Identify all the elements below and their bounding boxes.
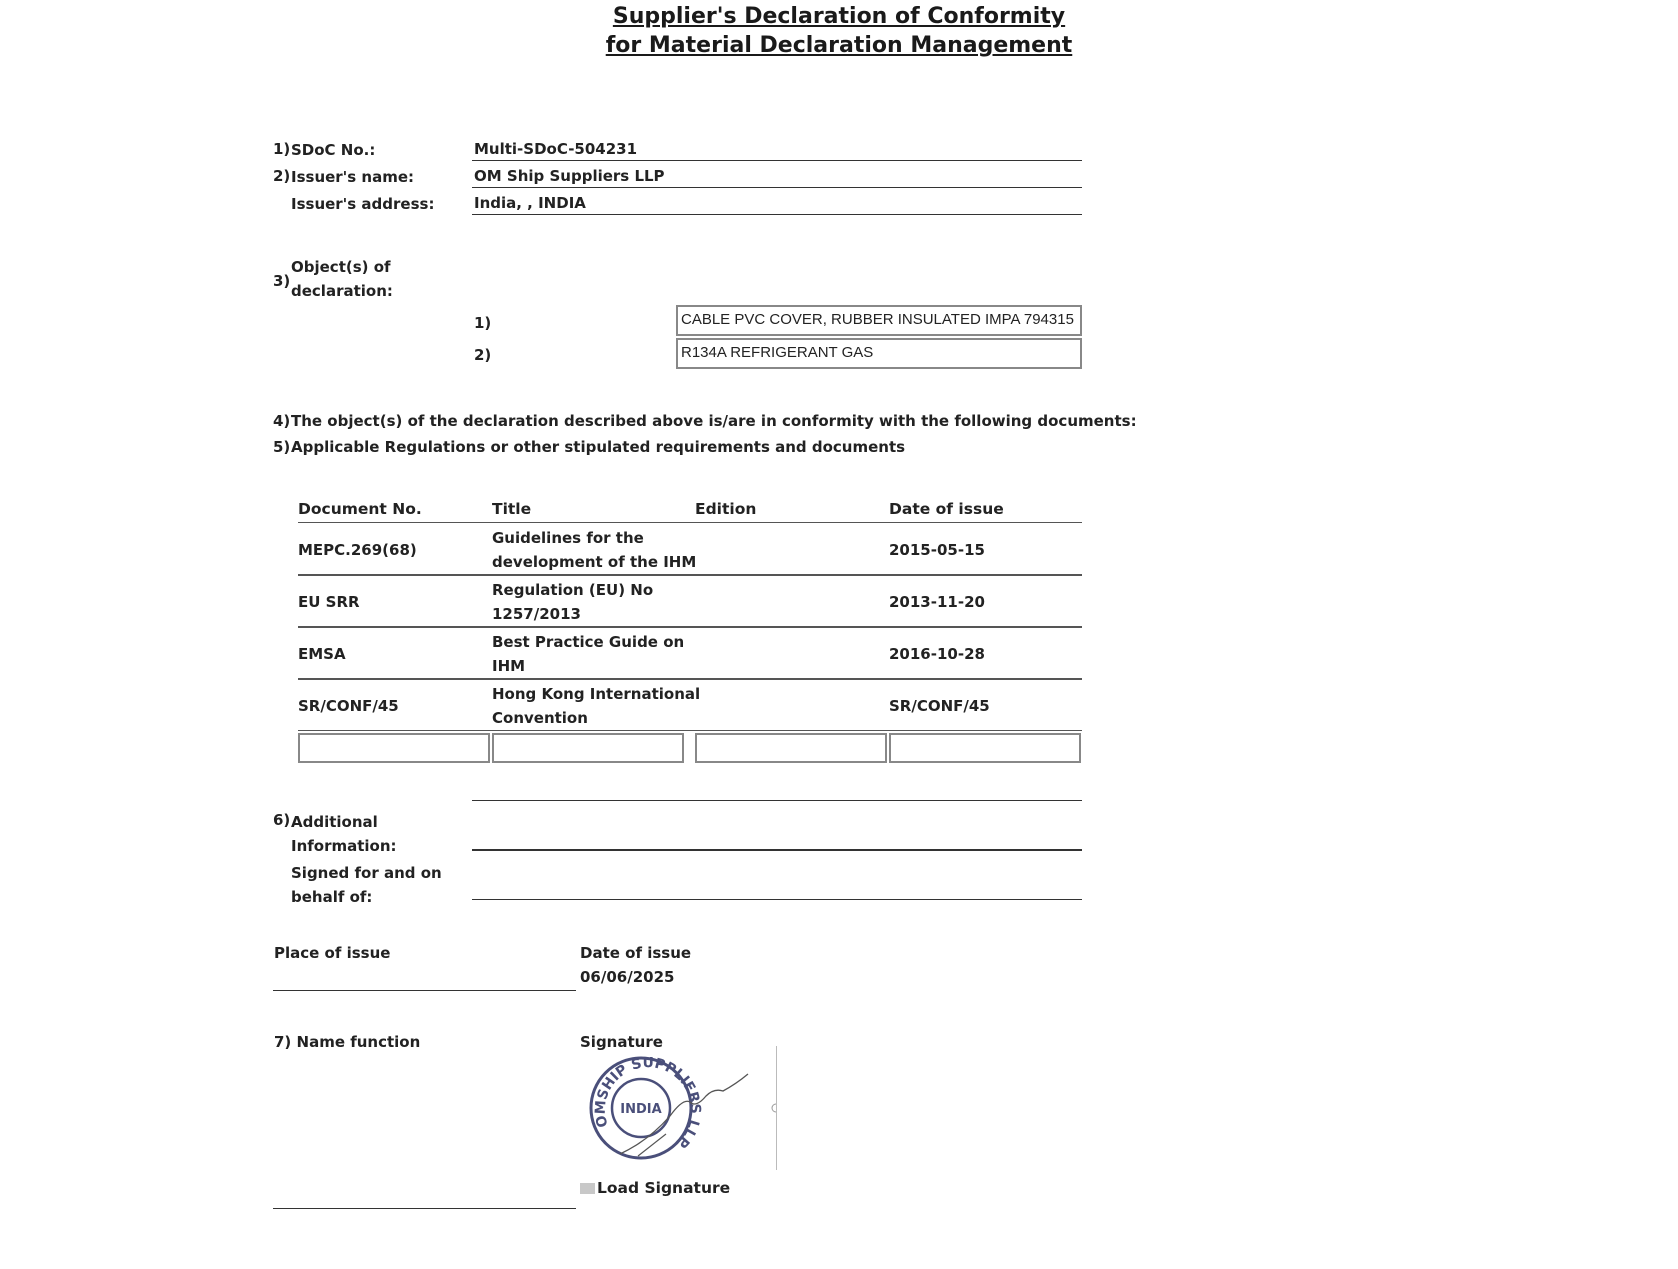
- issuer-address-value[interactable]: India, , INDIA: [474, 194, 586, 212]
- new-edition-input[interactable]: [695, 733, 887, 763]
- issuer-name-value[interactable]: OM Ship Suppliers LLP: [474, 167, 665, 185]
- table-divider: [298, 522, 1082, 523]
- table-row: [298, 524, 1082, 576]
- cell-document-no: EU SRR: [298, 593, 360, 611]
- place-of-issue-line: [273, 990, 576, 991]
- column-header-date: Date of issue: [889, 500, 1004, 518]
- object-item-input[interactable]: CABLE PVC COVER, RUBBER INSULATED IMPA 794315: [676, 305, 1082, 336]
- field-number: 3): [273, 272, 291, 290]
- cell-title: Convention: [492, 709, 588, 727]
- cell-title: 1257/2013: [492, 605, 581, 623]
- documents-table: [298, 498, 1084, 763]
- load-signature-label: Load Signature: [597, 1179, 731, 1197]
- stamp-inner-text: INDIA: [620, 1102, 662, 1117]
- table-divider: [298, 730, 1082, 731]
- cell-document-no: EMSA: [298, 645, 346, 663]
- name-function-label: 7) Name function: [274, 1033, 421, 1051]
- cell-date: 2013-11-20: [889, 593, 985, 611]
- conformity-statement: The object(s) of the declaration described above is/are in conformity with the following documents:: [291, 412, 1137, 430]
- additional-info-line[interactable]: [472, 849, 1082, 851]
- signed-on-behalf-line[interactable]: [472, 899, 1082, 900]
- load-signature-button[interactable]: [580, 1179, 730, 1197]
- issuer-name-label: Issuer's name:: [291, 168, 415, 186]
- company-stamp-icon: [578, 1046, 776, 1170]
- issuer-name-underline: [472, 187, 1082, 188]
- cell-title: Best Practice Guide on: [492, 633, 685, 651]
- issuer-address-underline: [472, 214, 1082, 215]
- cell-title: Regulation (EU) No: [492, 581, 654, 599]
- additional-info-label-line1: Additional: [291, 813, 378, 831]
- objects-label-line1: Object(s) of: [291, 258, 391, 276]
- date-of-issue-value[interactable]: 06/06/2025: [580, 968, 675, 986]
- sdoc-underline: [472, 160, 1082, 161]
- object-item-number: 2): [474, 346, 492, 364]
- new-document-no-input[interactable]: [298, 733, 490, 763]
- field-number: 5): [273, 438, 291, 456]
- cell-title: IHM: [492, 657, 526, 675]
- signed-on-behalf-label-line1: Signed for and on: [291, 864, 442, 882]
- table-row: [298, 576, 1082, 628]
- cell-document-no: MEPC.269(68): [298, 541, 417, 559]
- signed-on-behalf-label-line2: behalf of:: [291, 888, 373, 906]
- page-title-line1: Supplier's Declaration of Conformity: [612, 4, 1066, 29]
- objects-label-line2: declaration:: [291, 282, 393, 300]
- signature-image: [578, 1046, 777, 1170]
- load-signature-checkbox[interactable]: [580, 1183, 595, 1194]
- field-number: 2): [273, 167, 291, 185]
- stamp-outer-text: OMSHIP SUPPLIERS LLP: [592, 1055, 704, 1151]
- cell-title: Hong Kong International: [492, 685, 701, 703]
- field-number: 1): [273, 140, 291, 158]
- object-item-input[interactable]: R134A REFRIGERANT GAS: [676, 338, 1082, 369]
- cell-date: 2015-05-15: [889, 541, 985, 559]
- column-header-title: Title: [492, 500, 532, 518]
- name-function-line: [273, 1208, 576, 1209]
- new-date-input[interactable]: [889, 733, 1081, 763]
- page-title-line2: for Material Declaration Management: [605, 33, 1073, 58]
- field-number: 6): [273, 811, 291, 829]
- table-row: [298, 628, 1082, 680]
- cell-date: SR/CONF/45: [889, 697, 990, 715]
- regulations-statement: Applicable Regulations or other stipulated requirements and documents: [291, 438, 906, 456]
- table-row: [298, 680, 1082, 732]
- cell-title: development of the IHM: [492, 553, 697, 571]
- sdoc-value[interactable]: Multi-SDoC-504231: [474, 140, 638, 158]
- signature-label: Signature: [580, 1033, 663, 1051]
- cell-document-no: SR/CONF/45: [298, 697, 399, 715]
- new-title-input[interactable]: [492, 733, 684, 763]
- issuer-address-label: Issuer's address:: [291, 195, 435, 213]
- field-number: 4): [273, 412, 291, 430]
- column-header-edition: Edition: [695, 500, 757, 518]
- column-header-document-no: Document No.: [298, 500, 422, 518]
- place-of-issue-label: Place of issue: [274, 944, 391, 962]
- date-of-issue-label: Date of issue: [580, 944, 692, 962]
- sdoc-label: SDoC No.:: [291, 141, 376, 159]
- object-item-number: 1): [474, 314, 492, 332]
- additional-info-label-line2: Information:: [291, 837, 397, 855]
- cell-title: Guidelines for the: [492, 529, 644, 547]
- cell-date: 2016-10-28: [889, 645, 985, 663]
- additional-info-line[interactable]: [472, 800, 1082, 801]
